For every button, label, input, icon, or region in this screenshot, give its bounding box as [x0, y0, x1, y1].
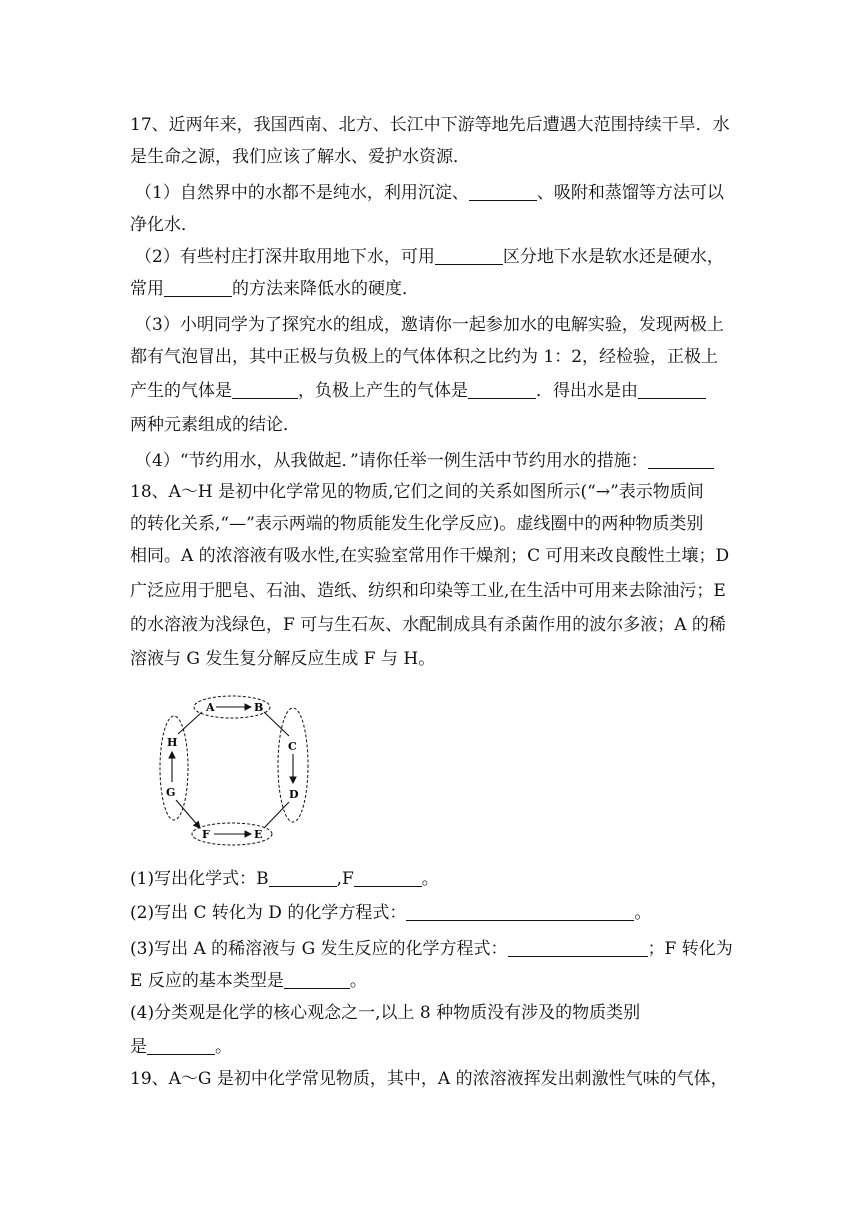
- q17-part2-blank-1[interactable]: [435, 246, 503, 265]
- q18-sub1-text-c: 。: [421, 869, 439, 889]
- group-ellipse-left: [160, 716, 188, 820]
- q18-stem-line-2: 的转化关系,“—”表示两端的物质能发生化学反应)。虚线圈中的两种物质类别: [130, 514, 704, 534]
- q18-sub3-text-d: 。: [349, 971, 367, 991]
- q18-sub4-line-1: (4)分类观是化学的核心观念之一,以上 8 种物质没有涉及的物质类别: [130, 1003, 641, 1023]
- q17-stem-line-1: 17、近两年来，我国西南、北方、长江中下游等地先后遭遇大范围持续干旱．水: [130, 115, 730, 135]
- label-b: B: [254, 701, 264, 714]
- q17-part1-text-a: （1）自然界中的水都不是纯水，利用沉淀、: [135, 183, 469, 203]
- q18-sub3-line-1: [130, 938, 733, 960]
- label-a: A: [206, 701, 215, 714]
- q18-stem-line-6: 溶液与 G 发生复分解反应生成 F 与 H。: [130, 649, 436, 669]
- q17-part3-text-b: ，负极上产生的气体是: [298, 381, 468, 401]
- q18-sub2-line: [130, 902, 651, 924]
- q19-stem-line-1: 19、A～G 是初中化学常见物质，其中，A 的浓溶液挥发出刺激性气味的气体，: [130, 1069, 728, 1089]
- label-d: D: [289, 788, 299, 801]
- q17-part3-line-2: 都有气泡冒出，其中正极与负极上的气体体积之比约为 1：2，经检验，正极上: [130, 347, 719, 367]
- q18-sub4-text-b: 。: [215, 1037, 232, 1057]
- q18-stem-line-5: 的水溶液为浅绿色，F 可与生石灰、水配制成具有杀菌作用的波尔多液；A 的稀: [130, 615, 726, 635]
- q18-sub4-text-a: 是: [130, 1037, 147, 1057]
- q18-stem-line-3: 相同。A 的浓溶液有吸水性,在实验室常用作干燥剂；C 可用来改良酸性土壤；D: [130, 546, 730, 566]
- q18-sub3-line-2: [130, 970, 367, 992]
- substance-relation-diagram: [150, 690, 320, 850]
- q17-part4-blank[interactable]: [648, 450, 714, 469]
- q18-sub2-text-b: 。: [634, 903, 652, 923]
- q17-part2-blank-2[interactable]: [164, 278, 232, 297]
- q18-sub4-line-2: [130, 1036, 232, 1058]
- q17-part1-blank[interactable]: [469, 182, 537, 201]
- q18-stem-line-4: 广泛应用于肥皂、石油、造纸、纺织和印染等工业,在生活中可用来去除油污；E: [130, 581, 726, 601]
- q17-part2-text-c: 常用: [130, 279, 164, 299]
- q17-part2-text-d: 的方法来降低水的硬度．: [232, 279, 419, 299]
- q18-sub1-text-b: ,F: [336, 869, 354, 889]
- q17-part4-text: （4）“节约用水，从我做起．”请你任举一例生活中节约用水的措施：: [135, 451, 648, 471]
- q18-sub3-blank-1[interactable]: [508, 938, 648, 957]
- q18-sub2-blank[interactable]: [406, 902, 634, 921]
- q17-part2-text-b: 区分地下水是软水还是硬水，: [502, 247, 724, 267]
- q17-part2-text-a: （2）有些村庄打深井取用地下水，可用: [135, 247, 435, 267]
- q17-part2-line-1: [135, 246, 724, 268]
- q18-stem-line-1: 18、A～H 是初中化学常见的物质,它们之间的关系如图所示(“→”表示物质间: [130, 482, 704, 502]
- q17-part3-blank-1[interactable]: [232, 380, 298, 399]
- q18-sub1-blank-f[interactable]: [354, 868, 422, 887]
- q17-part3-blank-2[interactable]: [468, 380, 536, 399]
- q18-sub3-blank-2[interactable]: [284, 970, 350, 989]
- q17-part3-line-4: 两种元素组成的结论．: [130, 415, 300, 435]
- q17-part4-line-1: [135, 450, 714, 472]
- link-h-a: [178, 712, 202, 734]
- q17-part3-line-1: （3）小明同学为了探究水的组成，邀请你一起参加水的电解实验，发现两极上: [135, 315, 724, 335]
- q17-part2-line-2: [130, 278, 419, 300]
- q18-sub1-text-a: (1)写出化学式：B: [130, 869, 269, 889]
- label-h: H: [167, 736, 178, 749]
- q17-part3-line-3: [130, 380, 706, 402]
- q18-sub1-blank-b[interactable]: [269, 868, 337, 887]
- q18-sub3-text-a: (3)写出 A 的稀溶液与 G 发生反应的化学方程式：: [130, 939, 508, 959]
- label-c: C: [288, 740, 297, 753]
- label-e: E: [254, 828, 263, 841]
- q18-sub4-blank[interactable]: [147, 1036, 215, 1055]
- q17-part3-text-a: 产生的气体是: [130, 381, 232, 401]
- q17-part3-blank-3[interactable]: [638, 380, 706, 399]
- q17-part1-line-1: [135, 182, 724, 204]
- q17-part3-text-c: ．得出水是由: [536, 381, 638, 401]
- q18-sub3-text-b: ；F 转化为: [647, 939, 733, 959]
- label-g: G: [166, 786, 176, 799]
- q18-sub1-line: [130, 868, 439, 890]
- arrow-g-to-f: [176, 800, 200, 828]
- q17-part1-text-b: 、吸附和蒸馏等方法可以: [536, 183, 724, 203]
- q18-sub3-text-c: E 反应的基本类型是: [130, 971, 284, 991]
- q18-sub2-text-a: (2)写出 C 转化为 D 的化学方程式：: [130, 903, 407, 923]
- q17-stem-line-2: 是生命之源，我们应该了解水、爱护水资源．: [130, 147, 470, 167]
- label-f: F: [202, 828, 210, 841]
- q17-part1-line-2: 净化水．: [130, 215, 198, 235]
